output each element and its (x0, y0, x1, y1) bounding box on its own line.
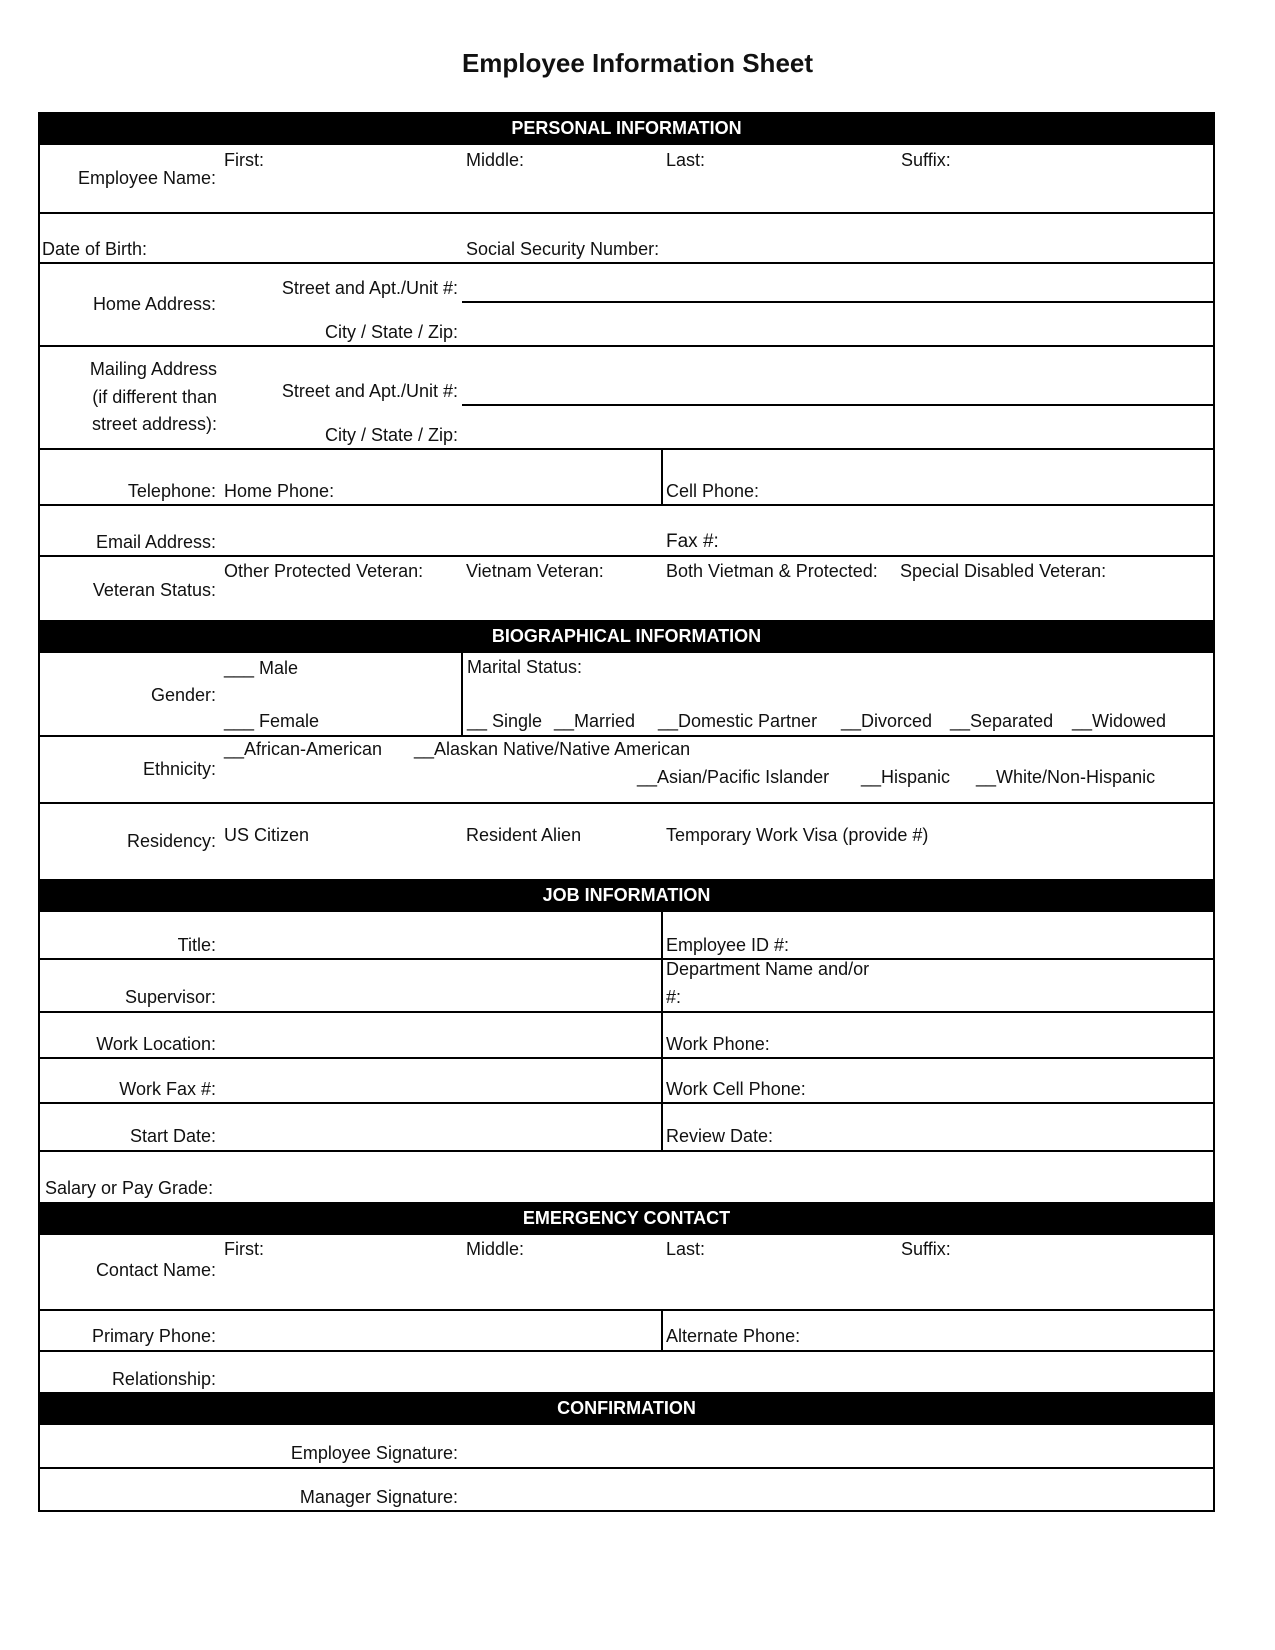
divider (661, 448, 663, 504)
form-frame (38, 112, 1215, 1512)
cell-phone-field[interactable]: Cell Phone: (666, 481, 760, 501)
residency-us-citizen-option[interactable]: US Citizen (224, 825, 310, 845)
divider (38, 1057, 1215, 1059)
ssn-field[interactable]: Social Security Number: (466, 239, 660, 259)
divider (38, 1102, 1215, 1104)
divider (38, 345, 1215, 347)
mailing-street-line[interactable] (462, 404, 1215, 406)
home-city-label: City / State / Zip: (324, 322, 458, 342)
section-header-confirmation: CONFIRMATION (38, 1392, 1215, 1425)
primary-phone-field[interactable]: Primary Phone: (91, 1326, 216, 1346)
vet-vietnam[interactable]: Vietnam Veteran: (466, 561, 604, 581)
residency-alien-option[interactable]: Resident Alien (466, 825, 582, 845)
divider (661, 1309, 663, 1351)
divider (38, 1467, 1215, 1469)
mailing-city-label: City / State / Zip: (324, 425, 458, 445)
gender-label: Gender: (150, 685, 216, 705)
divider (38, 1011, 1215, 1013)
divider (661, 912, 663, 1152)
page-title: Employee Information Sheet (461, 48, 814, 78)
residency-visa-option[interactable]: Temporary Work Visa (provide #) (666, 825, 929, 845)
suffix-field[interactable]: Suffix: (901, 150, 951, 170)
relationship-field[interactable]: Relationship: (111, 1369, 216, 1389)
section-header-biographical: BIOGRAPHICAL INFORMATION (38, 620, 1215, 653)
marital-married-option[interactable]: __Married (554, 711, 636, 731)
review-date-field[interactable]: Review Date: (666, 1126, 774, 1146)
marital-divorced-option[interactable]: __Divorced (841, 711, 933, 731)
gender-female-option[interactable]: ___ Female (224, 711, 320, 731)
department-label-1: Department Name and/or (666, 959, 870, 979)
email-field[interactable]: Email Address: (95, 532, 216, 552)
contact-last-field[interactable]: Last: (666, 1239, 706, 1259)
divider (38, 1350, 1215, 1352)
marital-single-option[interactable]: __ Single (467, 711, 543, 731)
alternate-phone-field[interactable]: Alternate Phone: (666, 1326, 801, 1346)
employee-name-label: Employee Name: (77, 168, 216, 188)
contact-first-field[interactable]: First: (224, 1239, 264, 1259)
veteran-status-label: Veteran Status: (92, 580, 216, 600)
first-name-field[interactable]: First: (224, 150, 264, 170)
ethnicity-alaskan-option[interactable]: __Alaskan Native/Native American (414, 739, 691, 759)
home-address-label: Home Address: (92, 294, 216, 314)
gender-male-option[interactable]: ___ Male (224, 658, 299, 678)
divider (461, 653, 463, 735)
marital-separated-option[interactable]: __Separated (950, 711, 1054, 731)
work-fax-field[interactable]: Work Fax #: (119, 1079, 216, 1099)
middle-name-field[interactable]: Middle: (466, 150, 525, 170)
mailing-address-label-3: street address): (91, 414, 217, 434)
vet-both[interactable]: Both Vietman & Protected: (666, 561, 878, 581)
marital-domestic-option[interactable]: __Domestic Partner (658, 711, 818, 731)
vet-other-protected[interactable]: Other Protected Veteran: (224, 561, 424, 581)
work-cell-field[interactable]: Work Cell Phone: (666, 1079, 806, 1099)
job-title-field[interactable]: Title: (177, 935, 216, 955)
manager-signature-field[interactable]: Manager Signature: (299, 1487, 458, 1507)
salary-field[interactable]: Salary or Pay Grade: (45, 1178, 214, 1198)
telephone-label: Telephone: (127, 481, 216, 501)
contact-suffix-field[interactable]: Suffix: (901, 1239, 951, 1259)
divider (38, 1309, 1215, 1311)
ethnicity-white-option[interactable]: __White/Non-Hispanic (976, 767, 1156, 787)
contact-name-label: Contact Name: (95, 1260, 216, 1280)
contact-middle-field[interactable]: Middle: (466, 1239, 525, 1259)
divider (38, 1150, 1215, 1152)
home-street-label: Street and Apt./Unit #: (281, 278, 458, 298)
section-header-personal: PERSONAL INFORMATION (38, 112, 1215, 145)
mailing-address-label-1: Mailing Address (89, 359, 217, 379)
ethnicity-african-option[interactable]: __African-American (224, 739, 383, 759)
work-phone-field[interactable]: Work Phone: (666, 1034, 770, 1054)
divider (38, 735, 1215, 737)
divider (38, 504, 1215, 506)
vet-special-disabled[interactable]: Special Disabled Veteran: (900, 561, 1107, 581)
mailing-street-label: Street and Apt./Unit #: (281, 381, 458, 401)
divider (38, 212, 1215, 214)
employee-signature-field[interactable]: Employee Signature: (290, 1443, 458, 1463)
marital-status-label: Marital Status: (467, 657, 583, 677)
department-field[interactable]: #: (666, 987, 682, 1007)
mailing-address-label-2: (if different than (92, 387, 217, 407)
divider (38, 802, 1215, 804)
fax-field[interactable]: Fax #: (666, 531, 719, 552)
marital-widowed-option[interactable]: __Widowed (1072, 711, 1167, 731)
divider (38, 448, 1215, 450)
last-name-field[interactable]: Last: (666, 150, 706, 170)
ethnicity-asian-option[interactable]: __Asian/Pacific Islander (637, 767, 830, 787)
ethnicity-hispanic-option[interactable]: __Hispanic (861, 767, 951, 787)
divider (38, 555, 1215, 557)
ethnicity-label: Ethnicity: (142, 759, 216, 779)
dob-field[interactable]: Date of Birth: (42, 239, 148, 259)
supervisor-field[interactable]: Supervisor: (124, 987, 216, 1007)
residency-label: Residency: (126, 831, 216, 851)
start-date-field[interactable]: Start Date: (129, 1126, 216, 1146)
divider (38, 958, 1215, 960)
section-header-emergency: EMERGENCY CONTACT (38, 1202, 1215, 1235)
section-header-job: JOB INFORMATION (38, 879, 1215, 912)
employee-id-field[interactable]: Employee ID #: (666, 935, 790, 955)
home-phone-field[interactable]: Home Phone: (224, 481, 335, 501)
divider (38, 262, 1215, 264)
home-street-line[interactable] (462, 301, 1215, 303)
work-location-field[interactable]: Work Location: (96, 1034, 216, 1054)
